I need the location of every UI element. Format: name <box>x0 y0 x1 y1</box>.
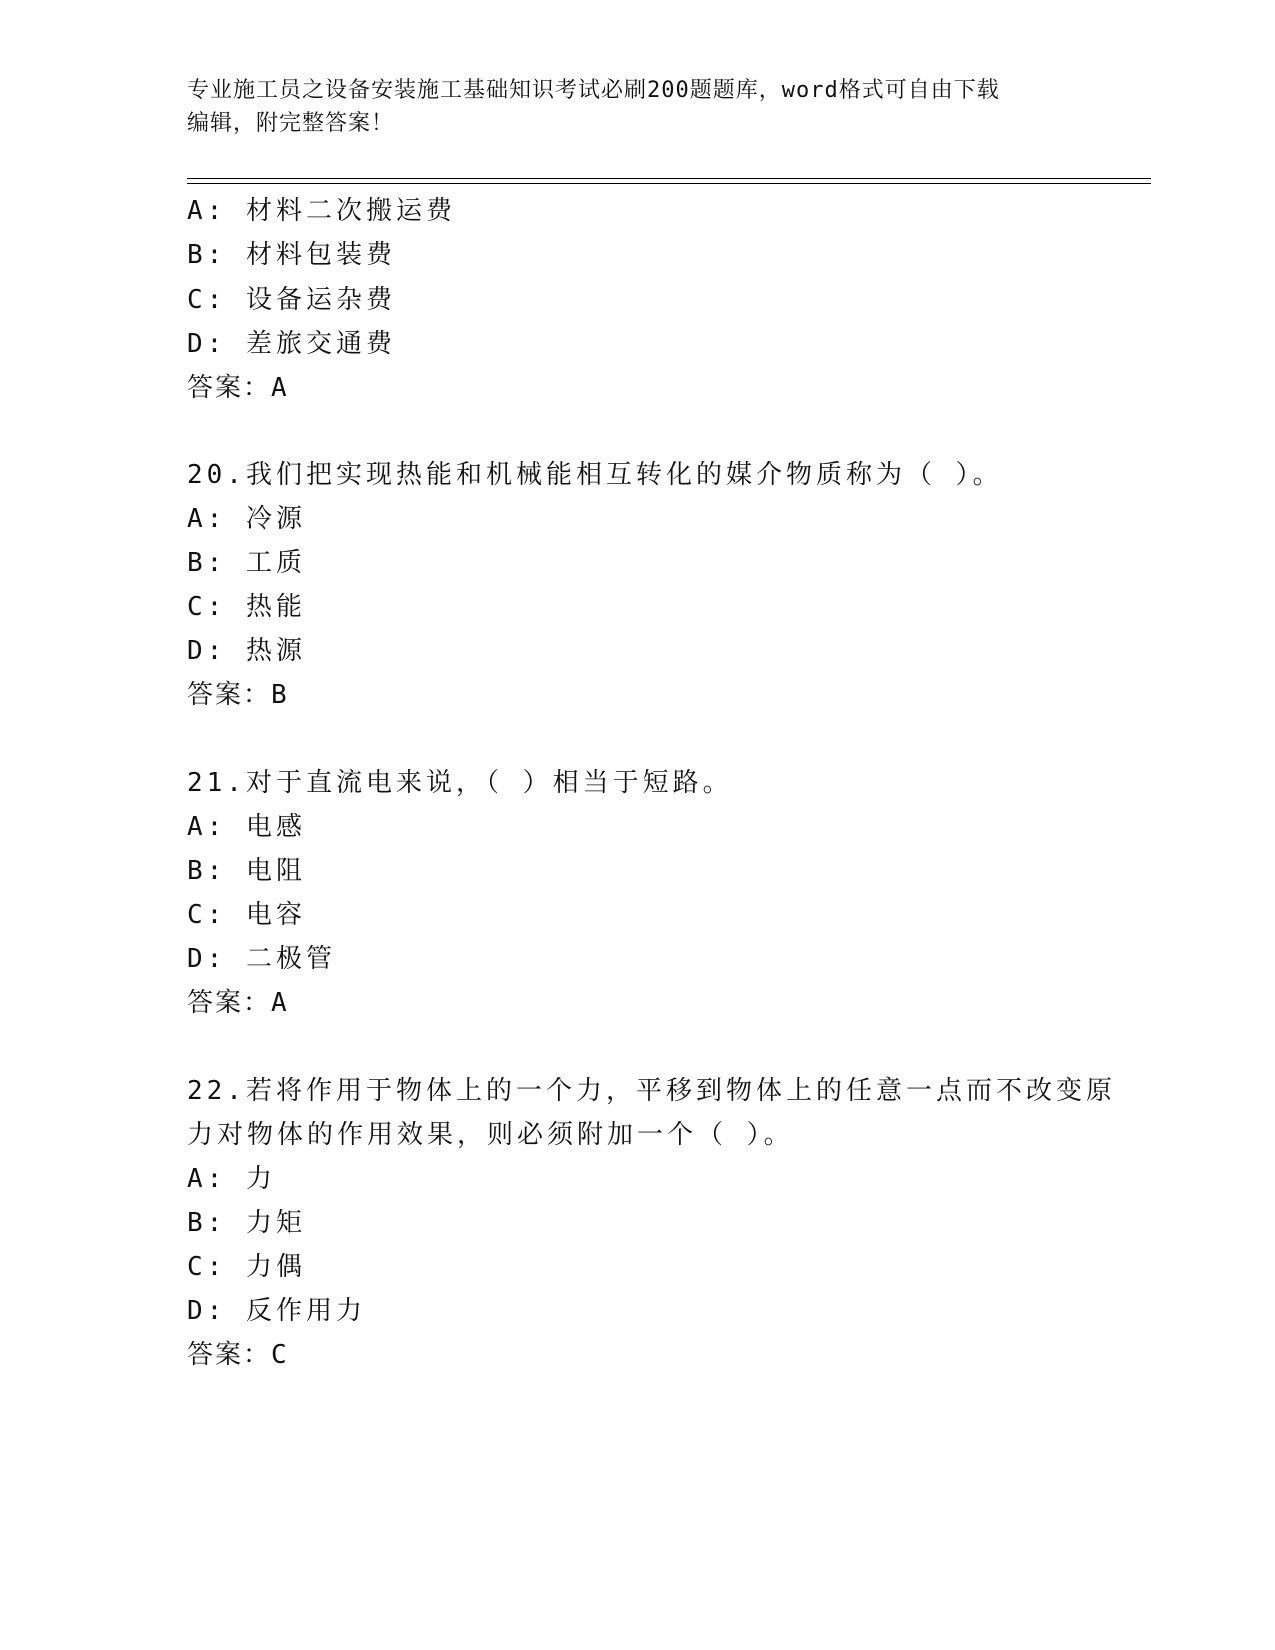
option-d: D: 热源 <box>187 636 306 666</box>
answer-value: C <box>271 1340 289 1370</box>
answer-value: B <box>271 680 289 710</box>
option-c: C: 力偶 <box>187 1252 306 1282</box>
answer-label: 答案： <box>187 373 272 403</box>
answer <box>187 368 289 408</box>
question-text-line-2: 力对物体的作用效果，则必须附加一个（ ）。 <box>187 1120 794 1150</box>
option-a: A: 力 <box>187 1164 276 1194</box>
option-b: B: 工质 <box>187 548 306 578</box>
answer-label: 答案： <box>187 988 272 1018</box>
option-d: D: 反作用力 <box>187 1296 366 1326</box>
header-divider-bottom <box>187 183 1151 184</box>
answer <box>187 983 289 1023</box>
option-d: D: 差旅交通费 <box>187 329 396 359</box>
option-c: C: 电容 <box>187 900 306 930</box>
answer-value: A <box>271 988 289 1018</box>
question-text-line-1: 22.若将作用于物体上的一个力，平移到物体上的任意一点而不改变原 <box>187 1076 1116 1106</box>
header-line-2: 编辑，附完整答案！ <box>187 111 395 136</box>
option-c: C: 热能 <box>187 592 306 622</box>
option-c: C: 设备运杂费 <box>187 285 396 315</box>
question-text: 20.我们把实现热能和机械能相互转化的媒介物质称为（ ）。 <box>187 460 1003 490</box>
option-b: B: 力矩 <box>187 1208 306 1238</box>
option-a: A: 冷源 <box>187 504 306 534</box>
option-a: A: 电感 <box>187 812 306 842</box>
answer <box>187 675 289 715</box>
document-header <box>187 74 1067 140</box>
header-line-1: 专业施工员之设备安装施工基础知识考试必刷200题题库，word格式可自由下载 <box>187 78 1000 103</box>
option-b: B: 电阻 <box>187 856 306 886</box>
answer-label: 答案： <box>187 1340 272 1370</box>
question-text: 21.对于直流电来说，（ ）相当于短路。 <box>187 768 733 798</box>
option-b: B: 材料包装费 <box>187 240 396 270</box>
option-d: D: 二极管 <box>187 944 336 974</box>
answer <box>187 1335 289 1375</box>
answer-value: A <box>271 373 289 403</box>
option-a: A: 材料二次搬运费 <box>187 196 456 226</box>
header-divider-top <box>187 178 1151 179</box>
answer-label: 答案： <box>187 680 272 710</box>
